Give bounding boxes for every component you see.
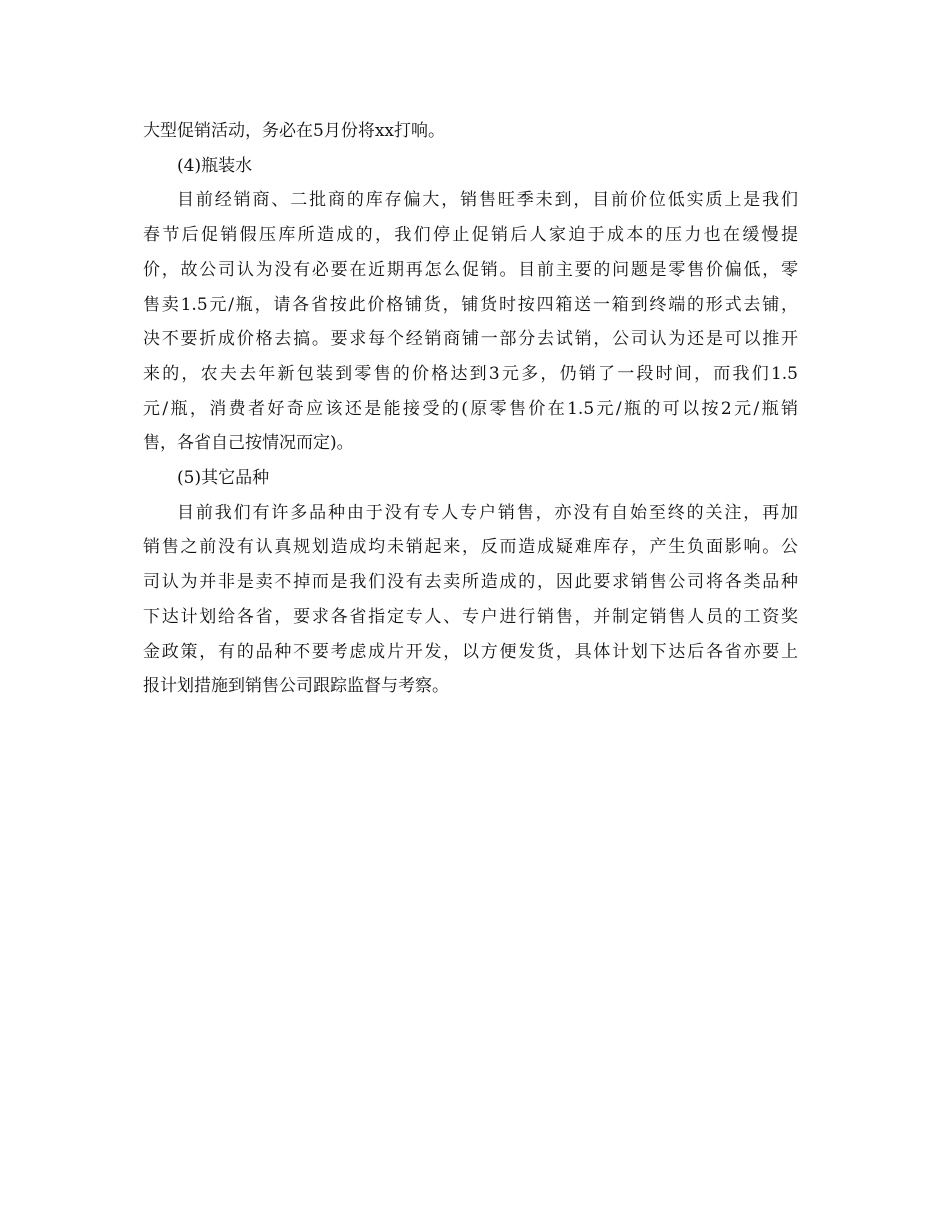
paragraph-line: 销售之前没有认真规划造成均未销起来，反而造成疑难库存，产生负面影响。公 [143,537,798,558]
paragraph-line: 目前经销商、二批商的库存偏大，销售旺季未到，目前价位低实质上是我们 [177,190,798,211]
paragraph-line: 下达计划给各省，要求各省指定专人、专户进行销售，并制定销售人员的工资奖 [143,606,798,627]
paragraph-line: 司认为并非是卖不掉而是我们没有去卖所造成的，因此要求销售公司将各类品种 [143,572,798,593]
section-heading: (5)其它品种 [177,468,270,489]
paragraph-line: 报计划措施到销售公司跟踪监督与考察。 [143,676,449,697]
paragraph-line: 价，故公司认为没有必要在近期再怎么促销。目前主要的问题是零售价偏低，零 [143,259,798,280]
paragraph-line: 元/瓶，消费者好奇应该还是能接受的(原零售价在1.5元/瓶的可以按2元/瓶销 [143,398,798,419]
document-page [143,114,798,704]
paragraph-line: 大型促销活动，务必在5月份将xx打响。 [143,121,445,141]
paragraph-line: 来的，农夫去年新包装到零售的价格达到3元多，仍销了一段时间，而我们1.5 [143,363,798,384]
paragraph-line: 金政策，有的品种不要考虑成片开发，以方便发货，具体计划下达后各省亦要上 [143,641,798,662]
paragraph [143,496,798,704]
paragraph-line: 售卖1.5元/瓶，请各省按此价格铺货，铺货时按四箱送一箱到终端的形式去铺， [143,294,798,315]
paragraph-line: 决不要折成价格去搞。要求每个经销商铺一部分去试销，公司认为还是可以推开 [143,329,798,350]
paragraph-line: 春节后促销假压库所造成的，我们停止促销后人家迫于成本的压力也在缓慢提 [143,225,798,246]
paragraph-line: 目前我们有许多品种由于没有专人专户销售，亦没有自始至终的关注，再加 [177,502,798,523]
section-heading: (4)瓶装水 [177,155,253,176]
paragraph [143,183,798,461]
paragraph-line: 售，各省自己按情况而定)。 [143,433,354,454]
